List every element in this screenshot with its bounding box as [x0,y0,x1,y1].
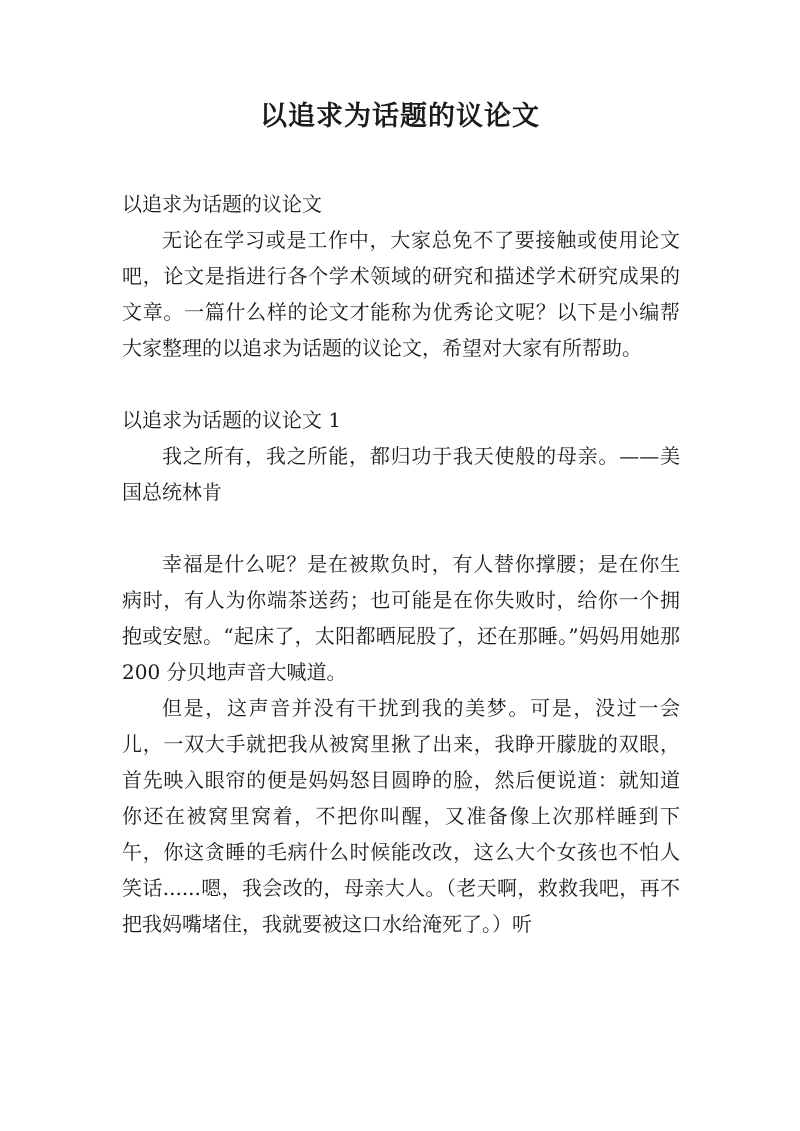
body-paragraph-2: 但是，这声音并没有干扰到我的美梦。可是，没过一会儿，一双大手就把我从被窝里揪了出来，我睁开朦胧的双眼，首先映入眼帘的便是妈妈怒目圆睁的脸，然后便说道：就知道你还在被窝里窝着，不把你叫醒，又准备像上次那样睡到下午，你这贪睡的毛病什么时候能改改，这么大个女孩也不怕人笑话......嗯，我会改的，母亲大人。（老天啊，救救我吧，再不把我妈嘴堵住，我就要被这口水给淹死了。）听 [122,696,680,936]
section-heading-1: 以追求为话题的议论文 1 [122,408,342,432]
subtitle-heading: 以追求为话题的议论文 [122,192,322,216]
quote-paragraph: 我之所有，我之所能，都归功于我天使般的母亲。——美国总统林肯 [122,444,680,504]
document-body [122,186,680,942]
document-title: 以追求为话题的议论文 [260,101,540,132]
intro-paragraph: 无论在学习或是工作中，大家总免不了要接触或使用论文吧，论文是指进行各个学术领域的研究和描述学术研究成果的文章。一篇什么样的论文才能称为优秀论文呢？以下是小编帮大家整理的以追求为话题的议论文，希望对大家有所帮助。 [122,228,680,360]
body-paragraph-1: 幸福是什么呢？是在被欺负时，有人替你撑腰；是在你生病时，有人为你端茶送药；也可能是在你失败时，给你一个拥抱或安慰。“起床了，太阳都晒屁股了，还在那睡。”妈妈用她那 200 分贝地声音大喊道。 [122,552,680,684]
